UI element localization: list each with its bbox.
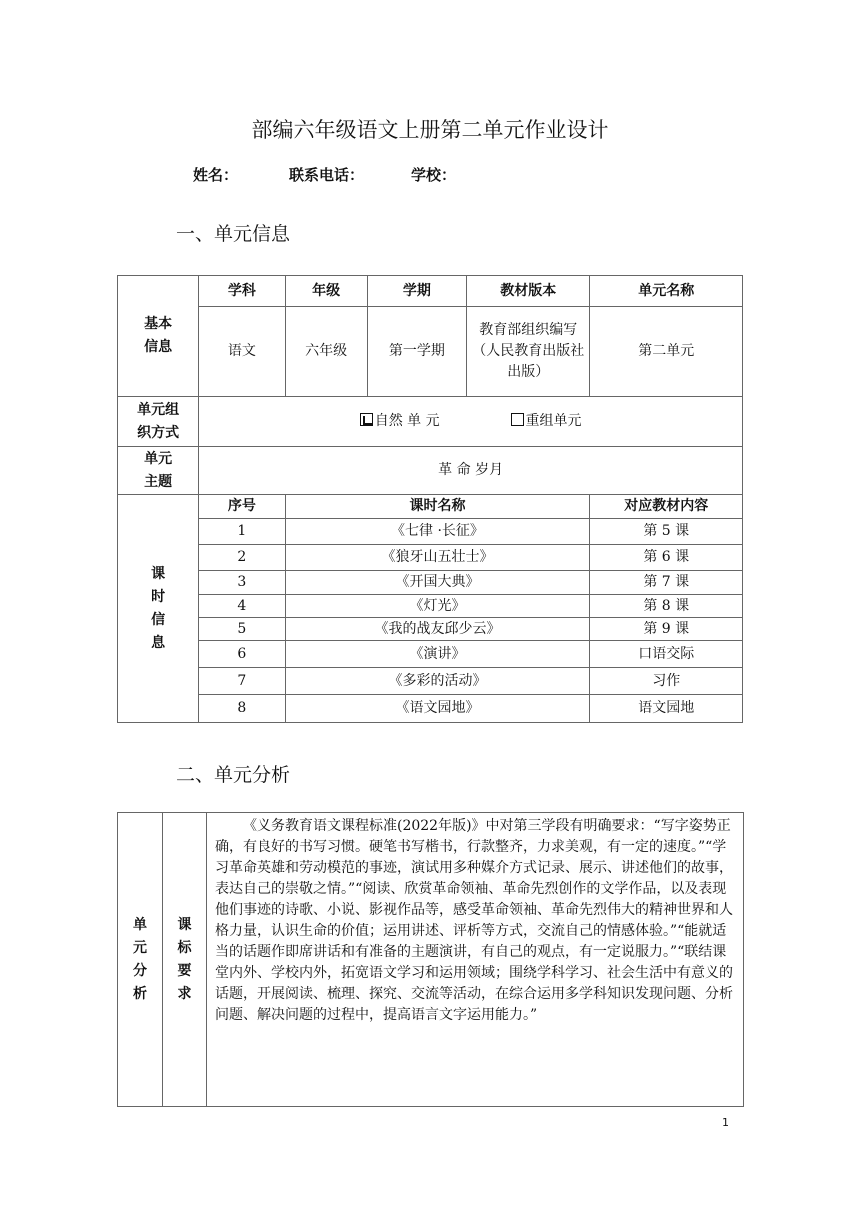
table-row <box>118 519 743 545</box>
table-row <box>118 695 743 723</box>
analysis-label-text: 单 元 分 析 <box>133 916 147 1002</box>
lesson-header-no: 序号 <box>199 495 285 519</box>
lesson-header-name: 课时名称 <box>285 495 590 519</box>
header-grade: 年级 <box>285 276 367 307</box>
table-row <box>118 571 743 595</box>
curriculum-requirements-body: 《义务教育语文课程标准(2022年版)》中对第三学段有明确要求：“写字姿势正确，有良好的书写习惯。硬笔书写楷书，行款整齐，力求美观，有一定的速度。”“学习革命英雄和劳动模范的事迹，演试用多种媒介方式记录、展示、讲述他们的故事，表达自己的崇敬之情。”“阅读、欣赏革命领袖、革命先烈创作的文学作品，以及表现他们事迹的诗歌、小说、影视作品等，感受革命领袖、革命先烈伟大的精神世界和人格力量，认识生命的价值；运用讲述、评析等方式，交流自己的情感体验。”“能就适当的话题作即席讲话和有准备的主题演讲，有自己的观点，有一定说服力。”“联结课堂内外、学校内外，拓宽语文学习和运用领域；围绕学科学习、社会生活中有意义的话题，开展阅读、梳理、探究、交流等活动，在综合运用多学科知识发现问题、分析问题、解决问题的过程中，提高语言文字运用能力。” <box>215 818 733 1023</box>
lesson-no: 1 <box>199 519 285 545</box>
lesson-no: 8 <box>199 695 285 723</box>
table-row <box>118 595 743 618</box>
lesson-content: 第 7 课 <box>590 571 743 595</box>
unit-analysis-table <box>117 812 744 1107</box>
curriculum-requirements-label-text: 课 标 要 求 <box>177 916 192 1002</box>
lesson-name: 《多彩的活动》 <box>285 668 590 695</box>
table-row <box>118 668 743 695</box>
lesson-header-content: 对应教材内容 <box>590 495 743 519</box>
theme-value: 革 命 岁月 <box>199 447 743 495</box>
organization-options <box>199 397 743 447</box>
lesson-name: 《演讲》 <box>285 641 590 668</box>
curriculum-requirements-label <box>163 813 207 1107</box>
lesson-info-label <box>118 495 199 723</box>
header-textbook: 教材版本 <box>467 276 590 307</box>
organization-label <box>118 397 199 447</box>
table-row <box>118 641 743 668</box>
natural-unit-checkbox[interactable] <box>360 413 373 426</box>
value-semester: 第一学期 <box>367 307 466 397</box>
lesson-no: 6 <box>199 641 285 668</box>
value-grade: 六年级 <box>285 307 367 397</box>
school-label: 学校： <box>411 166 457 184</box>
lesson-name: 《七律 ·长征》 <box>285 519 590 545</box>
theme-label-text: 单元 主题 <box>144 450 173 490</box>
unit-info-table <box>117 275 743 723</box>
lesson-name: 《语文园地》 <box>285 695 590 723</box>
regroup-unit-checkbox[interactable] <box>511 413 524 426</box>
value-textbook: 教育部组织编写（人民教育出版社出版） <box>467 307 590 397</box>
lesson-name: 《灯光》 <box>285 595 590 618</box>
document-title: 部编六年级语文上册第二单元作业设计 <box>251 118 609 142</box>
basic-info-label <box>118 276 199 397</box>
lesson-name: 《开国大典》 <box>285 571 590 595</box>
lesson-no: 3 <box>199 571 285 595</box>
lesson-content: 语文园地 <box>590 695 743 723</box>
header-subject: 学科 <box>199 276 285 307</box>
lesson-no: 2 <box>199 545 285 571</box>
lesson-content: 第 8 课 <box>590 595 743 618</box>
section-heading-unit-info: 一、单元信息 <box>176 223 291 245</box>
table-row <box>118 545 743 571</box>
natural-unit-label: 自然 单 元 <box>374 413 440 429</box>
lesson-no: 4 <box>199 595 285 618</box>
page-number: 1 <box>722 1116 729 1129</box>
phone-label: 联系电话： <box>289 166 365 184</box>
lesson-info-label-text: 课 时 信 息 <box>151 565 166 651</box>
lesson-content: 第 6 课 <box>590 545 743 571</box>
value-subject: 语文 <box>199 307 285 397</box>
basic-info-label-text: 基本 信息 <box>144 316 173 355</box>
lesson-no: 5 <box>199 618 285 641</box>
theme-label <box>118 447 199 495</box>
header-unit-name: 单元名称 <box>590 276 743 307</box>
lesson-content: 口语交际 <box>590 641 743 668</box>
lesson-content: 第 5 课 <box>590 519 743 545</box>
table-row <box>118 618 743 641</box>
lesson-content: 第 9 课 <box>590 618 743 641</box>
lesson-content: 习作 <box>590 668 743 695</box>
lesson-name: 《狼牙山五壮士》 <box>285 545 590 571</box>
section-heading-unit-analysis: 二、单元分析 <box>176 764 291 786</box>
name-label: 姓名： <box>193 166 239 184</box>
header-semester: 学期 <box>367 276 466 307</box>
organization-label-text: 单元组 织方式 <box>137 401 180 441</box>
lesson-no: 7 <box>199 668 285 695</box>
curriculum-requirements-text <box>207 813 744 1107</box>
lesson-name: 《我的战友邱少云》 <box>285 618 590 641</box>
value-unit-name: 第二单元 <box>590 307 743 397</box>
regroup-unit-label: 重组单元 <box>525 413 582 429</box>
analysis-label <box>118 813 163 1107</box>
